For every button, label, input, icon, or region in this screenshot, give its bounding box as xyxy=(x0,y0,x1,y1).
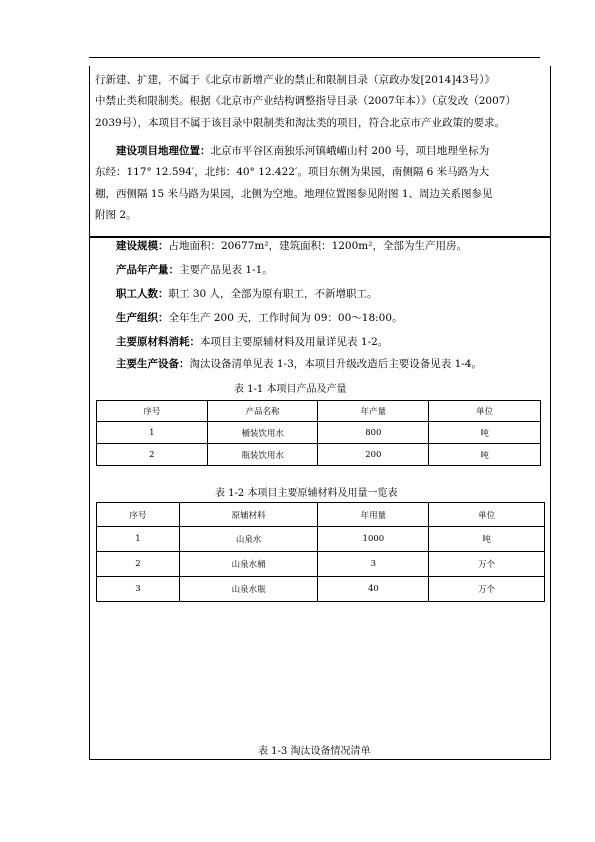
intro-line-1: 行新建、扩建，不属于《北京市新增产业的禁止和限制目录（京政办发[2014]43号）》 xyxy=(95,74,496,86)
materials-text: 本项目主要原辅材料及用量详见表 1-2。 xyxy=(200,336,389,348)
table-cell: 1 xyxy=(97,422,208,444)
table3-caption: 表 1-3 淘汰设备情况清单 xyxy=(258,746,371,757)
table-cell: 吨 xyxy=(429,527,545,552)
table-cell: 800 xyxy=(318,422,429,444)
table-cell: 吨 xyxy=(429,444,541,466)
table-header-cell: 序号 xyxy=(97,401,208,422)
staff-line xyxy=(116,284,378,305)
table-cell: 山泉水 xyxy=(179,527,318,552)
intro-line-2: 中禁止类和限制类。根据《北京市产业结构调整指导目录（2007年本）》（京发改（2007） xyxy=(95,95,516,107)
table-row xyxy=(97,552,545,577)
table-cell: 2 xyxy=(97,444,208,466)
table1-caption: 表 1-1 本项目产品及产量 xyxy=(234,384,347,395)
output-label: 产品年产量： xyxy=(116,264,179,276)
equipment-text: 淘汰设备清单见表 1-3，本项目升级改造后主要设备见表 1-4。 xyxy=(189,358,482,370)
table-header-row xyxy=(97,401,541,422)
intro-line-3: 2039号），本项目不属于该目录中限制类和淘汰类的项目，符合北京市产业政策的要求。 xyxy=(95,117,505,129)
table-cell: 山泉水桶 xyxy=(179,552,318,577)
table-header-cell: 年用量 xyxy=(318,503,429,527)
table-cell: 1000 xyxy=(318,527,429,552)
table1 xyxy=(96,400,541,466)
table-header-row xyxy=(97,503,545,527)
output-line xyxy=(116,260,273,281)
table-cell: 200 xyxy=(318,444,429,466)
table-header-cell: 产品名称 xyxy=(207,401,318,422)
table-row xyxy=(97,444,541,466)
materials-line xyxy=(116,332,388,353)
scale-label: 建设规模： xyxy=(116,240,169,252)
staff-label: 职工人数： xyxy=(116,288,169,300)
production-text: 全年生产 200 天，工作时间为 09：00～18:00。 xyxy=(168,312,403,324)
table-header-cell: 单位 xyxy=(429,401,541,422)
table2 xyxy=(96,502,545,602)
table-cell: 山泉水瓶 xyxy=(179,577,318,602)
table-cell: 吨 xyxy=(429,422,541,444)
scale-text: 占地面积：20677m²，建筑面积：1200m²，全部为生产用房。 xyxy=(168,240,467,252)
table-cell: 1 xyxy=(97,527,180,552)
location-line-1 xyxy=(116,141,489,162)
location-label: 建设项目地理位置： xyxy=(116,145,211,157)
output-text: 主要产品见表 1-1。 xyxy=(179,264,273,276)
materials-label: 主要原材料消耗： xyxy=(116,336,200,348)
table2-caption: 表 1-2 本项目主要原辅材料及用量一览表 xyxy=(215,488,398,499)
scale-line xyxy=(116,236,467,257)
location-line-2: 东经：117° 12.594′，北纬：40° 12.422′。项目东侧为果园，南侧隔 6 米马路为大 xyxy=(95,166,490,178)
staff-text: 职工 30 人，全部为原有职工，不新增职工。 xyxy=(168,288,378,300)
location-text: 北京市平谷区南独乐河镇峨嵋山村 200 号，项目地理坐标为 xyxy=(210,145,490,157)
equipment-line xyxy=(116,354,482,375)
table-header-cell: 年产量 xyxy=(318,401,429,422)
table-cell: 2 xyxy=(97,552,180,577)
location-line-4: 附图 2。 xyxy=(95,209,137,221)
production-line xyxy=(116,308,403,329)
equipment-label: 主要生产设备： xyxy=(116,358,190,370)
table-cell: 万个 xyxy=(429,577,545,602)
location-line-3: 棚，西侧隔 15 米马路为果园，北侧为空地。地理位置图参见附图 1、周边关系图参见 xyxy=(95,188,493,200)
table-cell: 3 xyxy=(318,552,429,577)
table-cell: 瓶装饮用水 xyxy=(207,444,318,466)
table-row xyxy=(97,527,545,552)
table-header-cell: 原辅材料 xyxy=(179,503,318,527)
header-rule xyxy=(89,57,540,58)
table-cell: 3 xyxy=(97,577,180,602)
table-cell: 桶装饮用水 xyxy=(207,422,318,444)
production-label: 生产组织： xyxy=(116,312,169,324)
table-header-cell: 单位 xyxy=(429,503,545,527)
table-row xyxy=(97,422,541,444)
table-header-cell: 序号 xyxy=(97,503,180,527)
table-row xyxy=(97,577,545,602)
table-cell: 40 xyxy=(318,577,429,602)
table-cell: 万个 xyxy=(429,552,545,577)
